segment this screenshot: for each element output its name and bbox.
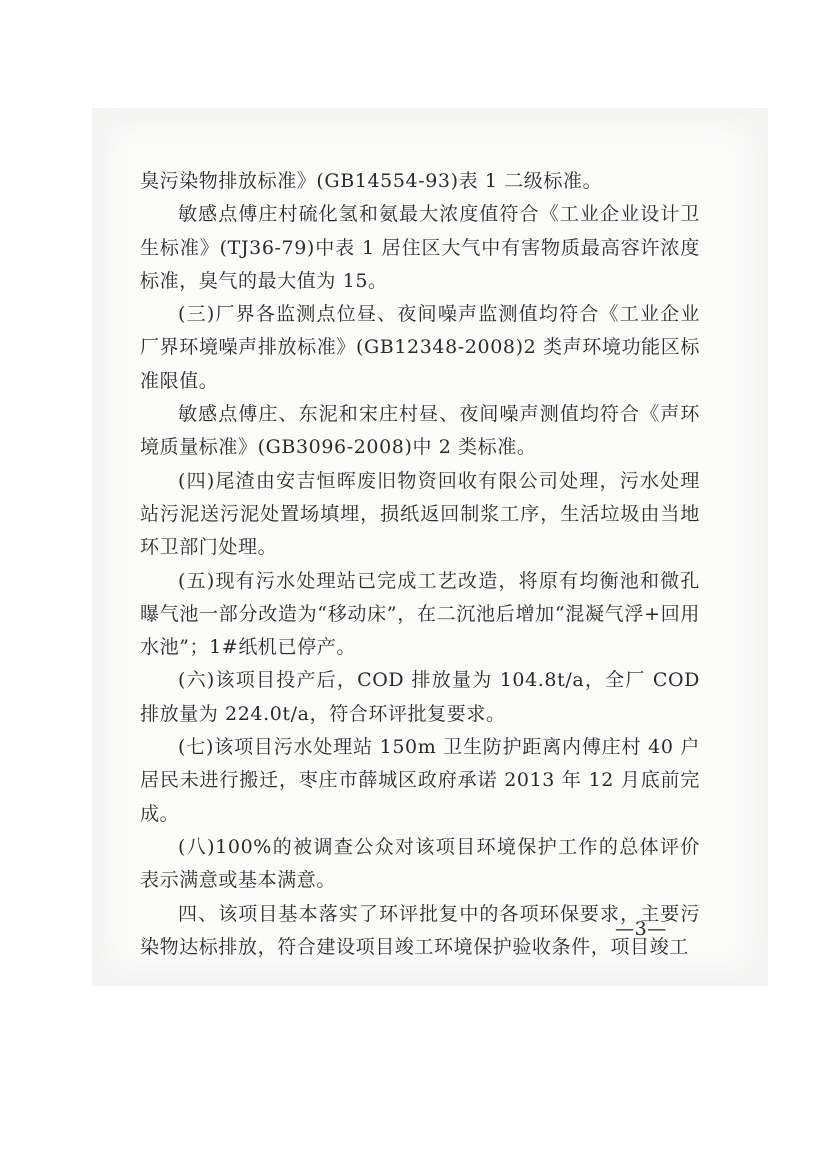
paragraph-noise-boundary: (三)厂界各监测点位昼、夜间噪声监测值均符合《工业企业厂界环境噪声排放标准》(GB12348-2008)2 类声环境功能区标准限值。 [140,303,700,392]
paragraph-continuation: 臭污染物排放标准》(GB14554-93)表 1 二级标准。 [140,170,603,192]
paragraph-solid-waste: (四)尾渣由安吉恒晖废旧物资回收有限公司处理，污水处理站污泥送污泥处置场填埋，损纸返回制浆工序，生活垃圾由当地环卫部门处理。 [140,469,700,559]
paragraph-wastewater-upgrade: (五)现有污水处理站已完成工艺改造，将原有均衡池和微孔曝气池一部分改造为“移动床”，在二沉池后增加“混凝气浮+回用水池”；1#纸机已停产。 [140,569,700,659]
document-body [140,165,700,964]
page-number: —3— [615,918,667,940]
paragraph-odor-standard: 敏感点傅庄村硫化氢和氨最大浓度值符合《工业企业设计卫生标准》(TJ36-79)中表 1 居住区大气中有害物质最高容许浓度标准，臭气的最大值为 15。 [140,203,700,292]
paragraph-conclusion: 四、该项目基本落实了环评批复中的各项环保要求，主要污染物达标排放，符合建设项目竣工环境保护验收条件，项目竣工 [140,902,700,958]
paragraph-cod-emission: (六)该项目投产后，COD 排放量为 104.8t/a，全厂 COD 排放量为 224.0t/a，符合环评批复要求。 [140,669,700,725]
paragraph-noise-sensitive: 敏感点傅庄、东泥和宋庄村昼、夜间噪声测值均符合《声环境质量标准》(GB3096-2008)中 2 类标准。 [140,403,700,459]
paragraph-relocation: (七)该项目污水处理站 150m 卫生防护距离内傅庄村 40 户居民未进行搬迁，枣庄市薛城区政府承诺 2013 年 12 月底前完成。 [140,736,700,825]
paragraph-public-survey: (八)100%的被调查公众对该项目环境保护工作的总体评价表示满意或基本满意。 [140,835,700,892]
